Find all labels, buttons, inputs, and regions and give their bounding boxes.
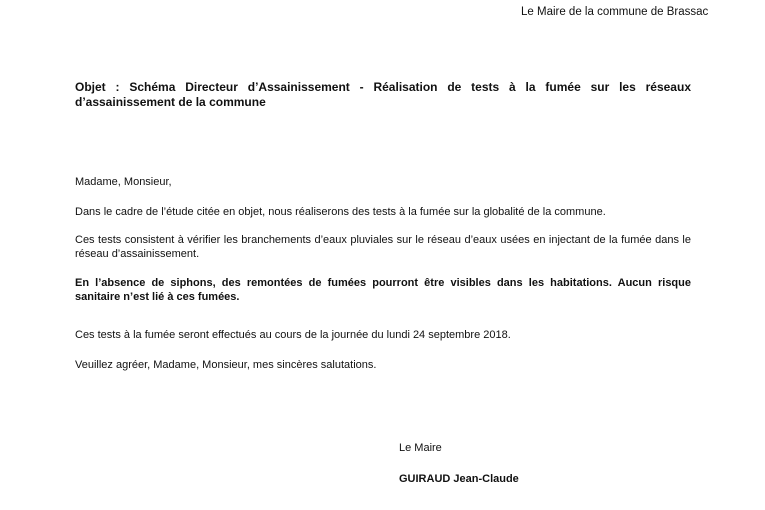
signature-title: Le Maire	[399, 442, 442, 454]
signature-name: GUIRAUD Jean-Claude	[399, 473, 519, 485]
paragraph-closing: Veuillez agréer, Madame, Monsieur, mes sincères salutations.	[75, 359, 377, 371]
subject-line: Objet : Schéma Directeur d’Assainissement - Réalisation de tests à la fumée sur les réseaux d’assainissement de la commune	[75, 80, 691, 109]
paragraph-date: Ces tests à la fumée seront effectués au cours de la journée du lundi 24 septembre 2018.	[75, 329, 511, 341]
paragraph-context: Dans le cadre de l’étude citée en objet, nous réaliserons des tests à la fumée sur la globalité de la commune.	[75, 206, 606, 218]
paragraph-warning: En l’absence de siphons, des remontées de fumées pourront être visibles dans les habitations. Aucun risque sanitaire n’est lié à ces fumées.	[75, 277, 691, 303]
sender-line: Le Maire de la commune de Brassac	[521, 6, 709, 18]
salutation: Madame, Monsieur,	[75, 176, 172, 188]
paragraph-test-description: Ces tests consistent à vérifier les branchements d’eaux pluviales sur le réseau d’eaux usées en injectant de la fumée dans le réseau d’assainissement.	[75, 234, 691, 260]
